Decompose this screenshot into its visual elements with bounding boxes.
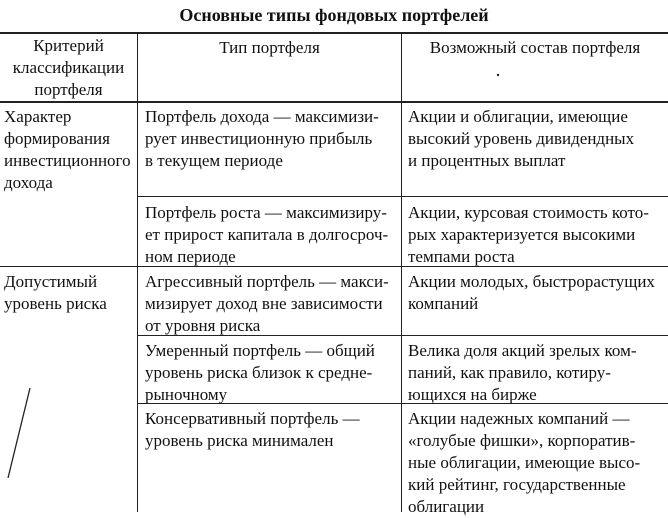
header-portfolio-type: Тип портфеля <box>219 38 320 57</box>
type-aggressive-portfolio: Агрессивный портфель — макси- мизирует доход вне зависимости от уровня риска <box>145 272 389 335</box>
table-title: Основные типы фондовых портфелей <box>179 5 489 25</box>
composition-aggressive-portfolio: Акции молодых, быстрорастущих компаний <box>408 272 655 313</box>
header-criterion: Критерий классификации портфеля <box>12 36 125 99</box>
type-moderate-portfolio: Умеренный портфель — общий уровень риска близок к средне- рыночному <box>145 341 375 404</box>
type-income-portfolio: Портфель дохода — максимизи- рует инвестиционную прибыль в текущем периоде <box>145 107 379 170</box>
composition-growth-portfolio: Акции, курсовая стоимость кото- рых характеризуется высокими темпами роста <box>408 203 649 266</box>
column-divider <box>137 32 138 512</box>
header-bottom-rule <box>0 101 668 103</box>
table-top-rule <box>0 32 668 34</box>
portfolio-types-table <box>0 32 668 516</box>
row-divider <box>138 196 668 197</box>
pen-stroke-mark <box>0 382 40 482</box>
criterion-income: Характер формирования инвестиционного дохода <box>4 107 131 192</box>
header-composition: Возможный состав портфеля <box>429 38 641 57</box>
criterion-risk: Допустимый уровень риска <box>4 272 107 313</box>
ink-dot-mark <box>495 72 501 78</box>
composition-moderate-portfolio: Велика доля акций зрелых ком- паний, как правило, котиру- ющихся на бирже <box>408 341 637 404</box>
column-divider <box>401 32 402 512</box>
type-growth-portfolio: Портфель роста — максимизиру- ет прирост капитала в долгосроч- ном периоде <box>145 203 389 266</box>
composition-income-portfolio: Акции и облигации, имеющие высокий уровень дивидендных и процентных выплат <box>408 107 635 170</box>
composition-conservative-portfolio: Акции надежных компаний — «голубые фишки», корпоратив- ные облигации, имеющие высо- кий рейтинг, государственные облигации <box>408 409 641 516</box>
type-conservative-portfolio: Консервативный портфель — уровень риска минимален <box>145 409 360 450</box>
